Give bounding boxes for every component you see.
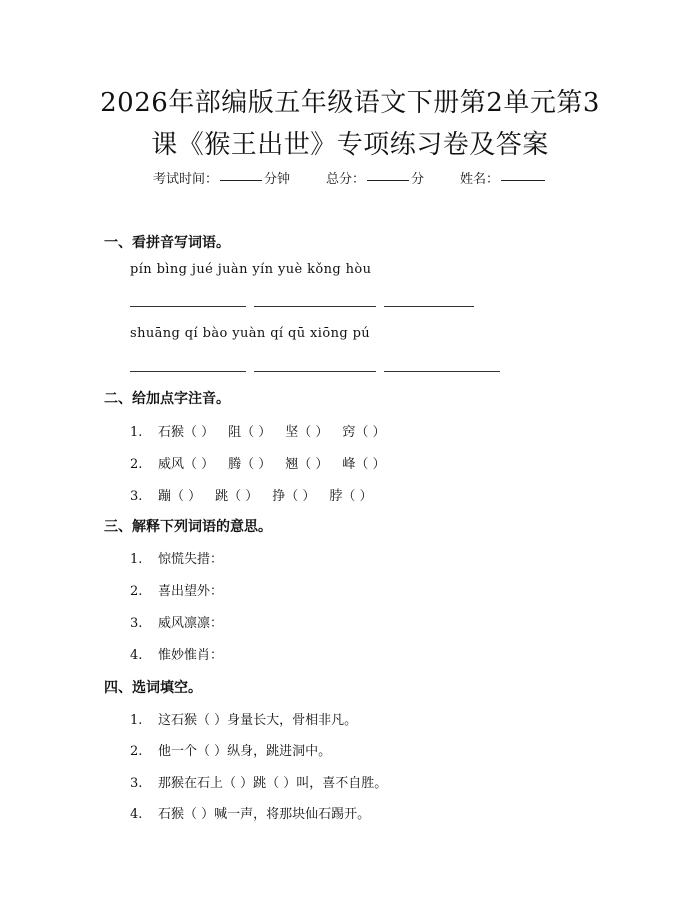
fill-blank-row bbox=[130, 740, 331, 759]
phonetic-item[interactable]: 蹦（ ） bbox=[158, 489, 202, 504]
row-number: 3. bbox=[130, 776, 143, 791]
phonetic-item[interactable]: 跳（ ） bbox=[215, 489, 259, 504]
row-number: 1. bbox=[130, 425, 143, 440]
time-unit: 分钟 bbox=[263, 172, 290, 187]
phonetic-item[interactable]: 阻（ ） bbox=[228, 425, 272, 440]
page-title bbox=[40, 82, 660, 166]
row-number: 3. bbox=[130, 616, 143, 631]
phonetic-row bbox=[130, 485, 387, 504]
section-2-heading: 二、给加点字注音。 bbox=[104, 391, 230, 407]
fill-blank-sentence[interactable]: 这石猴（ ）身量长大，骨相非凡。 bbox=[158, 713, 358, 728]
phonetic-item[interactable]: 腾（ ） bbox=[228, 457, 272, 472]
answer-line[interactable] bbox=[130, 371, 246, 372]
row-number: 2. bbox=[130, 457, 143, 472]
definition-prompt: 惊慌失措： bbox=[158, 552, 224, 567]
exam-meta-line bbox=[0, 168, 700, 187]
answer-line[interactable] bbox=[384, 371, 500, 372]
name-blank[interactable] bbox=[501, 180, 545, 181]
answer-line[interactable] bbox=[254, 371, 376, 372]
total-score-field bbox=[326, 168, 424, 187]
time-label: 考试时间： bbox=[152, 172, 218, 187]
name-label: 姓名： bbox=[460, 172, 500, 187]
phonetic-item[interactable]: 翘（ ） bbox=[285, 457, 329, 472]
phonetic-item[interactable]: 窍（ ） bbox=[342, 425, 386, 440]
section-4-heading: 四、选词填空。 bbox=[104, 680, 202, 696]
pinyin-row-1: pín bìng jué juàn yín yuè kǒng hòu bbox=[130, 262, 372, 277]
row-number: 1. bbox=[130, 552, 143, 567]
title-line-1: 2026年部编版五年级语文下册第2单元第3 bbox=[100, 88, 600, 118]
phonetic-row bbox=[130, 421, 400, 440]
row-number: 1. bbox=[130, 713, 143, 728]
definition-prompt: 威风凛凛： bbox=[158, 616, 224, 631]
phonetic-item[interactable]: 峰（ ） bbox=[342, 457, 386, 472]
row-number: 4. bbox=[130, 648, 143, 663]
row-number: 2. bbox=[130, 584, 143, 599]
answer-line[interactable] bbox=[384, 306, 474, 307]
fill-blank-row bbox=[130, 772, 387, 791]
score-blank[interactable] bbox=[367, 180, 409, 181]
exam-time-field bbox=[153, 168, 290, 187]
fill-blank-sentence[interactable]: 石猴（ ）喊一声，将那块仙石踢开。 bbox=[158, 807, 371, 822]
fill-blank-sentence[interactable]: 那猴在石上（ ）跳（ ）叫，喜不自胜。 bbox=[158, 776, 388, 791]
phonetic-item[interactable]: 脖（ ） bbox=[329, 489, 373, 504]
answer-line[interactable] bbox=[130, 306, 246, 307]
definition-row bbox=[130, 548, 223, 567]
definition-row bbox=[130, 580, 223, 599]
fill-blank-sentence[interactable]: 他一个（ ）纵身，跳进洞中。 bbox=[158, 744, 332, 759]
fill-blank-row bbox=[130, 803, 370, 822]
row-number: 3. bbox=[130, 489, 143, 504]
section-3-heading: 三、解释下列词语的意思。 bbox=[104, 519, 272, 535]
title-line-2: 课《猴王出世》专项练习卷及答案 bbox=[151, 130, 549, 160]
definition-row bbox=[130, 612, 223, 631]
phonetic-item[interactable]: 挣（ ） bbox=[272, 489, 316, 504]
phonetic-item[interactable]: 坚（ ） bbox=[285, 425, 329, 440]
section-1-heading: 一、看拼音写词语。 bbox=[104, 235, 230, 251]
row-number: 2. bbox=[130, 744, 143, 759]
row-number: 4. bbox=[130, 807, 143, 822]
time-blank[interactable] bbox=[220, 180, 262, 181]
phonetic-row bbox=[130, 453, 400, 472]
fill-blank-row bbox=[130, 709, 357, 728]
pinyin-row-2: shuāng qí bào yuàn qí qū xiōng pú bbox=[130, 326, 371, 341]
score-unit: 分 bbox=[411, 172, 425, 187]
definition-prompt: 惟妙惟肖： bbox=[158, 648, 224, 663]
definition-prompt: 喜出望外： bbox=[158, 584, 224, 599]
phonetic-item[interactable]: 石猴（ ） bbox=[158, 425, 215, 440]
phonetic-item[interactable]: 威风（ ） bbox=[158, 457, 215, 472]
score-label: 总分： bbox=[325, 172, 365, 187]
student-name-field bbox=[460, 168, 547, 187]
definition-row bbox=[130, 644, 223, 663]
answer-line[interactable] bbox=[254, 306, 376, 307]
